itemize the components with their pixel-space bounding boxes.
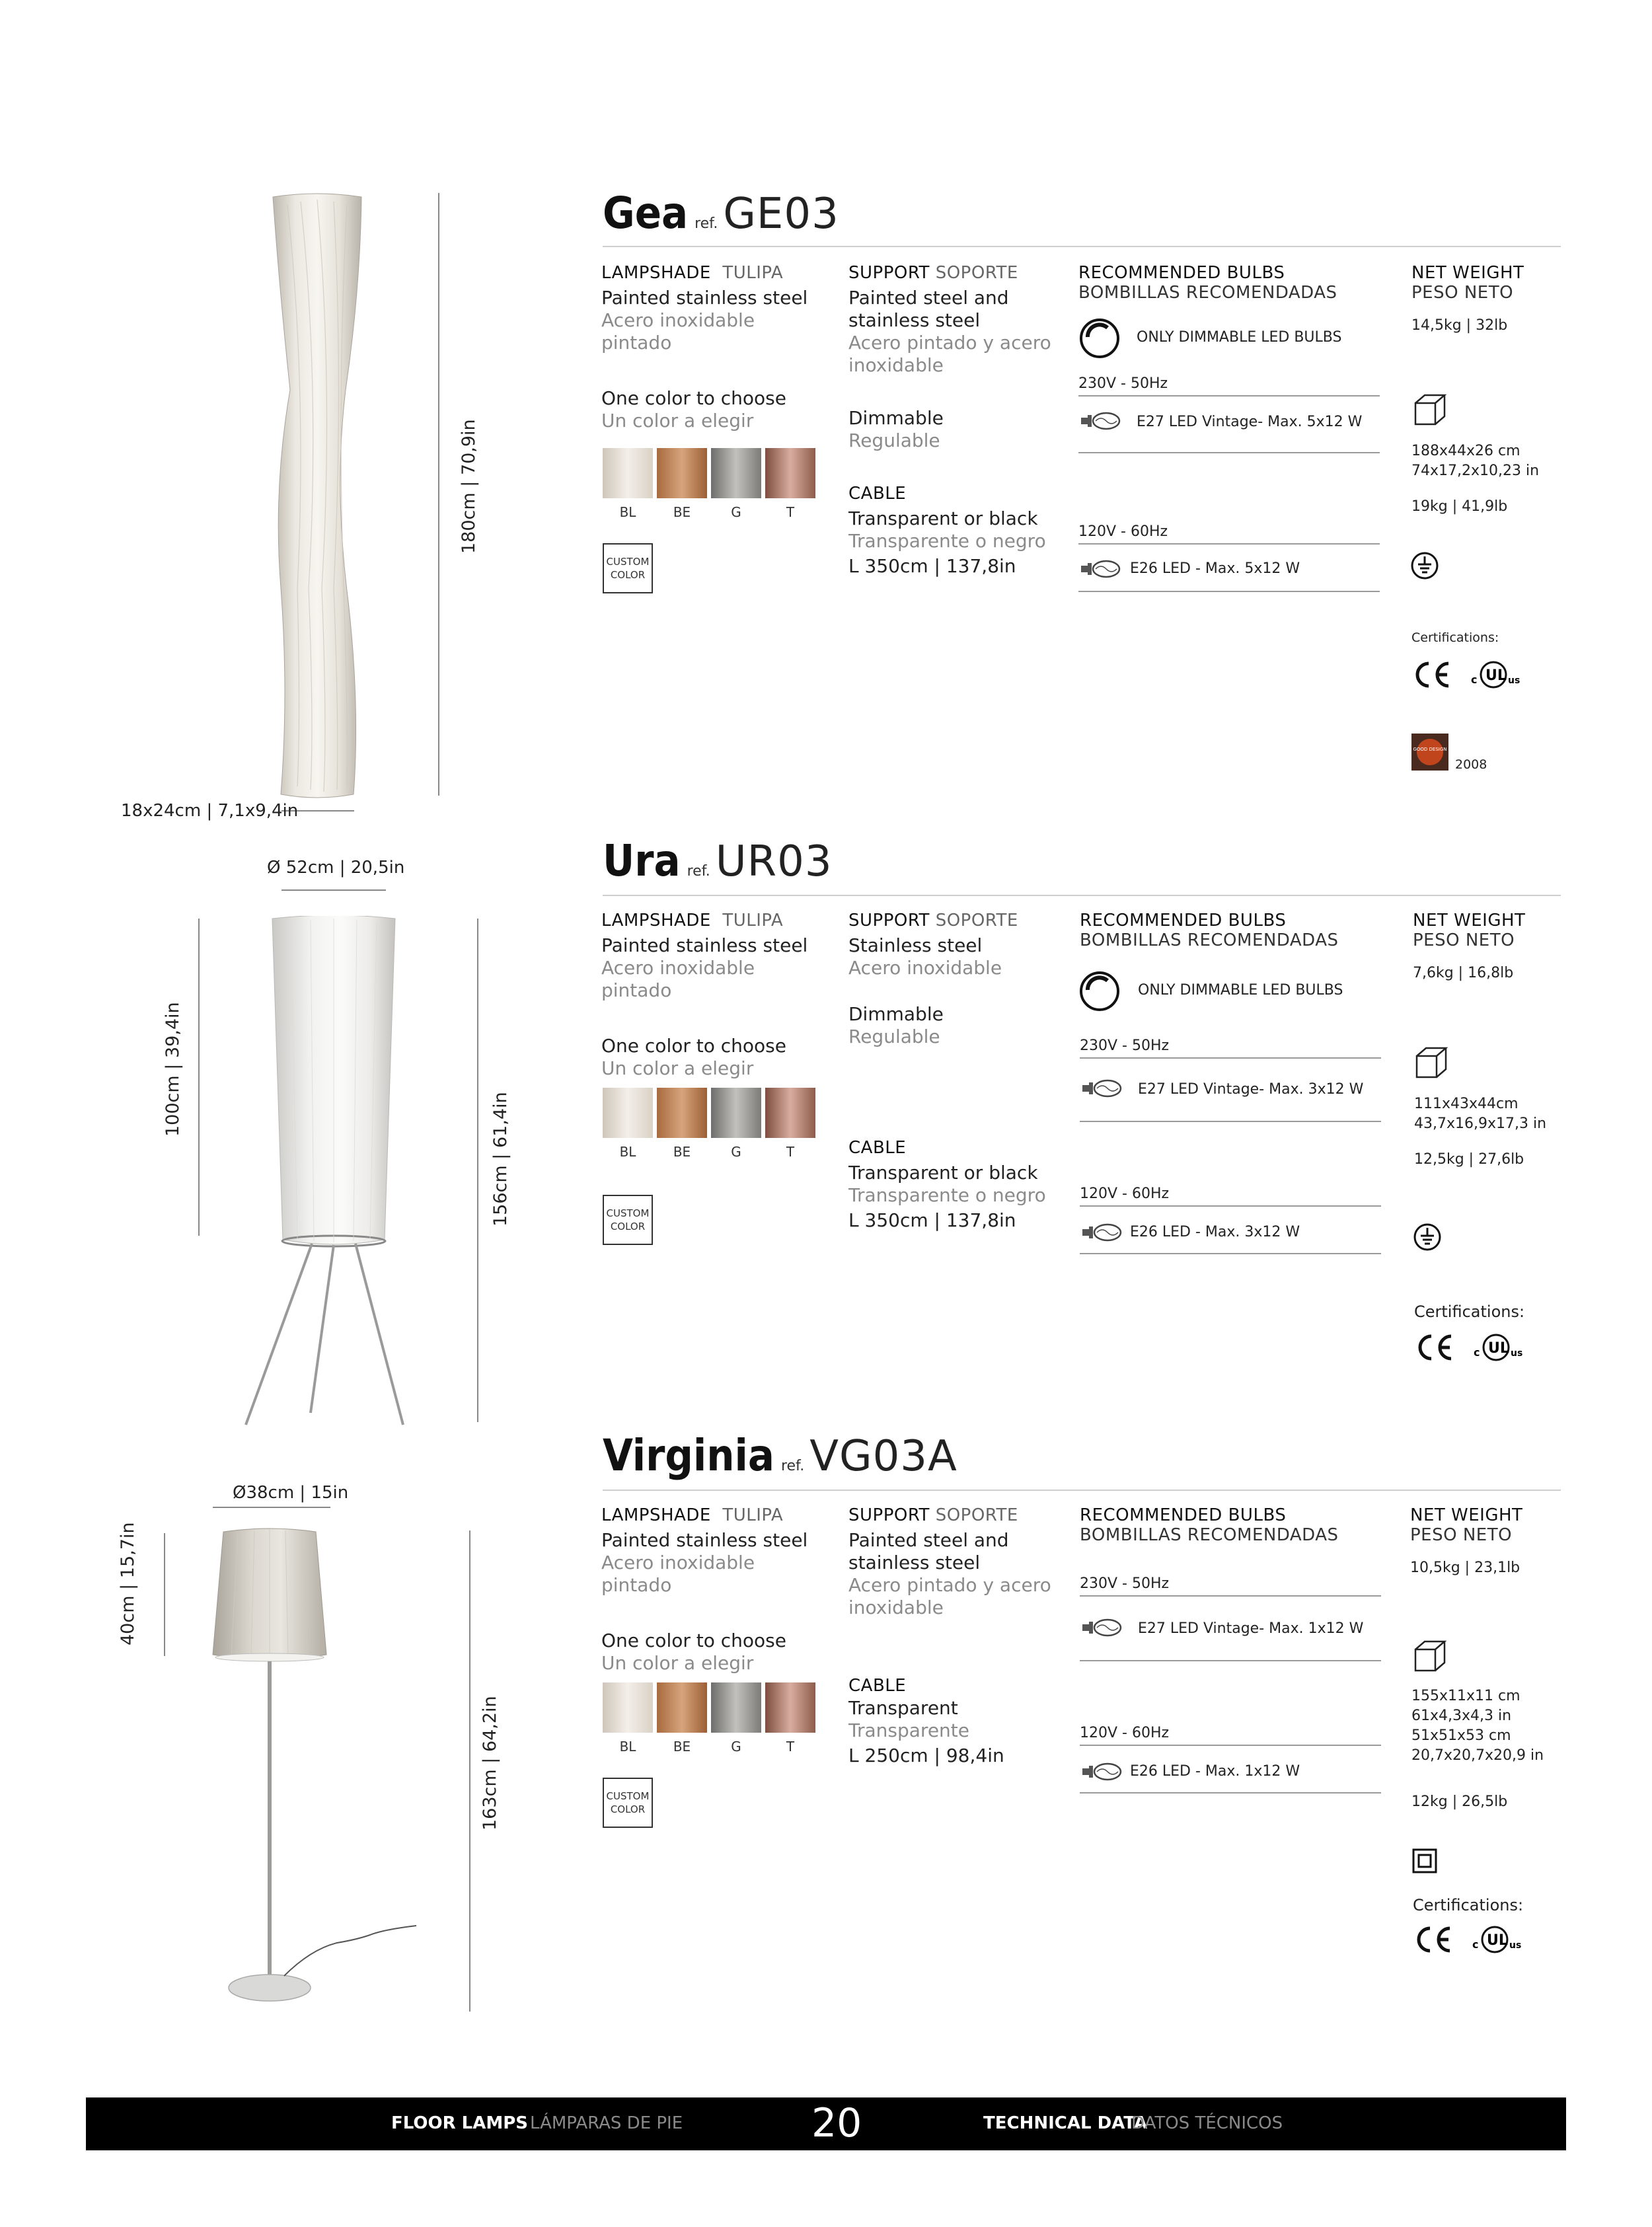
page-number: 20 (811, 2100, 862, 2146)
ura-bulb-rule-4 (1080, 1253, 1381, 1254)
virginia-voltage-230: 230V - 50Hz (1080, 1575, 1170, 1592)
ul-mark-icon (1474, 1331, 1529, 1364)
ura-bulb-120: E26 LED - Max. 3x12 W (1130, 1224, 1300, 1240)
bulb-icon (1078, 558, 1121, 580)
gea-bulb-rule-1 (1078, 395, 1380, 396)
ura-lampshade-block: LAMPSHADE TULIPA Painted stainless steel Acero inoxidable pintado One color to choose Un color a elegir (601, 911, 808, 1079)
virginia-box-weight: 12kg | 26,5lb (1411, 1793, 1508, 1810)
virginia-custom-color-button[interactable]: CUSTOM COLOR (603, 1778, 653, 1828)
gea-support-label: SUPPORT (848, 263, 930, 283)
ura-voltage-120: 120V - 60Hz (1080, 1186, 1170, 1202)
ura-bulb-230: E27 LED Vintage- Max. 3x12 W (1138, 1081, 1364, 1098)
ura-swatch-g[interactable] (711, 1088, 761, 1138)
gea-voltage-230: 230V - 50Hz (1078, 375, 1168, 392)
svg-text:GOOD DESIGN: GOOD DESIGN (1413, 747, 1447, 752)
ul-mark-icon (1472, 1923, 1528, 1956)
virginia-bulb-rule-2 (1080, 1660, 1381, 1661)
package-box-icon (1413, 1044, 1450, 1081)
package-box-icon (1411, 1638, 1448, 1675)
gea-swatch-t[interactable] (765, 448, 815, 498)
svg-text:c: c (1474, 1346, 1480, 1359)
virginia-shade-dimension: 40cm | 15,7in (118, 1522, 138, 1645)
gea-dimmable-en: Dimmable (848, 407, 944, 429)
ground-symbol-icon (1413, 1223, 1442, 1252)
gea-box-weight: 19kg | 41,9lb (1411, 498, 1508, 515)
virginia-voltage-120: 120V - 60Hz (1080, 1725, 1170, 1741)
gea-title-rule (603, 246, 1561, 247)
dimmer-icon (1078, 970, 1121, 1012)
dimmer-icon (1078, 317, 1121, 359)
virginia-lampshade-block: LAMPSHADE TULIPA Painted stainless steel Acero inoxidable pintado One color to choose Un color a elegir (601, 1505, 808, 1674)
gea-dimmable-note: ONLY DIMMABLE LED BULBS (1137, 329, 1342, 346)
virginia-ref-label: ref. (780, 1458, 805, 1474)
svg-text:UL: UL (1488, 1340, 1509, 1357)
ura-weight-block: NET WEIGHT PESO NETO 7,6kg | 16,8lb (1413, 911, 1611, 983)
ura-support-block: SUPPORT SOPORTE Stainless steel Acero inoxidable Dimmable Regulable (848, 911, 1018, 1047)
svg-text:UL: UL (1485, 667, 1507, 684)
gea-support-label-es: SOPORTE (935, 263, 1018, 283)
virginia-box1-dims-cm: 155x11x11 cm (1411, 1688, 1521, 1704)
gea-color-es: Un color a elegir (601, 410, 754, 432)
gea-lampshade-label: LAMPSHADE (601, 263, 711, 283)
ura-swatch-label-t: T (786, 1144, 795, 1160)
virginia-swatch-be[interactable] (657, 1682, 707, 1733)
ura-diameter-dimension: Ø 52cm | 20,5in (267, 858, 405, 878)
gea-color-en: One color to choose (601, 387, 786, 409)
ura-custom-color-button[interactable]: CUSTOM COLOR (603, 1195, 653, 1245)
ura-lamp-image (238, 916, 430, 1431)
svg-text:us: us (1511, 1348, 1523, 1359)
bulb-icon (1080, 1077, 1122, 1100)
virginia-diameter-line (213, 1507, 330, 1508)
gea-swatch-label-t: T (786, 504, 795, 520)
ul-mark-icon (1471, 658, 1526, 691)
ura-swatch-label-g: G (731, 1144, 741, 1160)
virginia-cable-block: CABLE Transparent Transparente L 250cm | 98,4in (848, 1676, 1004, 1766)
virginia-shade-line (164, 1533, 165, 1656)
gea-dimmable-es: Regulable (848, 430, 940, 451)
bulb-icon (1080, 1616, 1122, 1639)
virginia-swatch-label-t: T (786, 1739, 795, 1755)
gea-lampshade-block (601, 263, 826, 432)
gea-cable-length: L 350cm | 137,8in (848, 555, 1016, 577)
virginia-support-block: SUPPORT SOPORTE Painted steel and stainless steel Acero pintado y acero inoxidable (848, 1505, 1051, 1618)
bulb-icon (1078, 410, 1121, 432)
ura-box-dims-in: 43,7x16,9x17,3 in (1414, 1115, 1547, 1132)
ce-mark-icon (1413, 1332, 1455, 1363)
ce-mark-icon (1410, 660, 1452, 690)
virginia-swatch-g[interactable] (711, 1682, 761, 1733)
gea-swatch-g[interactable] (711, 448, 761, 498)
gea-code: GE03 (723, 190, 839, 239)
ce-mark-icon (1411, 1924, 1454, 1955)
virginia-height-dimension: 163cm | 64,2in (480, 1696, 500, 1831)
svg-text:c: c (1471, 673, 1478, 686)
ura-voltage-230: 230V - 50Hz (1080, 1038, 1170, 1054)
gea-cable-label: CABLE (848, 484, 907, 504)
gea-net-weight: 14,5kg | 32lb (1411, 317, 1508, 334)
gea-height-dimension: 180cm | 70,9in (459, 419, 479, 554)
virginia-code: VG03A (809, 1432, 957, 1481)
svg-text:us: us (1509, 1940, 1522, 1951)
gea-lampshade-en: Painted stainless steel (601, 287, 808, 309)
virginia-lamp-image (205, 1527, 423, 2016)
gea-award-year: 2008 (1455, 757, 1487, 772)
ura-code: UR03 (715, 837, 833, 886)
virginia-swatch-label-be: BE (673, 1739, 691, 1755)
virginia-bulb-230: E27 LED Vintage- Max. 1x12 W (1138, 1620, 1364, 1637)
virginia-bulb-rule-3 (1080, 1745, 1381, 1746)
ura-dimmable-note: ONLY DIMMABLE LED BULBS (1138, 982, 1343, 999)
ura-name: Ura (603, 835, 681, 886)
gea-swatch-label-be: BE (673, 504, 691, 520)
gea-bulb-rule-4 (1078, 591, 1380, 592)
ura-height-line (477, 919, 478, 1422)
ura-diameter-line (282, 889, 386, 891)
svg-text:c: c (1472, 1938, 1479, 1951)
package-box-icon (1411, 391, 1448, 428)
virginia-swatch-label-bl: BL (619, 1739, 636, 1755)
ura-shade-line (198, 919, 200, 1236)
gea-swatch-label-g: G (731, 504, 741, 520)
gea-custom-color-button[interactable]: CUSTOM COLOR (603, 543, 653, 593)
virginia-swatch-bl[interactable] (603, 1682, 653, 1733)
footer-data-es: DATOS TÉCNICOS (1131, 2113, 1283, 2133)
gea-box-dims-cm: 188x44x26 cm (1411, 443, 1521, 459)
ura-certifications-label: Certifications: (1414, 1302, 1525, 1321)
gea-base-dimension: 18x24cm | 7,1x9,4in (121, 801, 299, 821)
page-footer (86, 2097, 1566, 2150)
ura-height-dimension: 156cm | 61,4in (490, 1092, 511, 1227)
virginia-bulb-rule-4 (1080, 1792, 1381, 1793)
ura-bulb-rule-2 (1080, 1121, 1381, 1122)
virginia-name: Virginia (603, 1430, 774, 1481)
bulb-icon (1080, 1760, 1122, 1783)
gea-title (603, 188, 839, 239)
svg-text:UL: UL (1487, 1932, 1508, 1949)
gea-swatch-bl[interactable] (603, 448, 653, 498)
virginia-certifications-label: Certifications: (1413, 1896, 1524, 1914)
virginia-bulb-rule-1 (1080, 1595, 1381, 1597)
ura-bulb-rule-3 (1080, 1205, 1381, 1207)
gea-bulb-rule-2 (1078, 452, 1380, 453)
ura-title (603, 835, 833, 886)
gea-bulb-120: E26 LED - Max. 5x12 W (1130, 560, 1300, 577)
gea-box-dims-in: 74x17,2x10,23 in (1411, 463, 1540, 479)
ura-box-weight: 12,5kg | 27,6lb (1414, 1151, 1524, 1168)
ground-symbol-icon (1410, 551, 1439, 580)
virginia-swatch-label-g: G (731, 1739, 741, 1755)
virginia-title-rule (603, 1490, 1561, 1491)
virginia-box2-dims-in: 20,7x20,7x20,9 in (1411, 1747, 1544, 1764)
gea-lampshade-es: Acero inoxidable pintado (601, 309, 755, 354)
ura-swatch-bl[interactable] (603, 1088, 653, 1138)
virginia-net-weight: 10,5kg | 23,1lb (1410, 1560, 1521, 1576)
gea-bulb-230: E27 LED Vintage- Max. 5x12 W (1137, 414, 1363, 430)
virginia-bulb-120: E26 LED - Max. 1x12 W (1130, 1763, 1300, 1780)
ura-cable-block: CABLE Transparent or black Transparente o negro L 350cm | 137,8in (848, 1138, 1046, 1231)
virginia-bulbs-block: RECOMMENDED BULBS BOMBILLAS RECOMENDADAS (1080, 1505, 1339, 1545)
ura-title-rule (603, 895, 1561, 896)
gea-lampshade-label-es: TULIPA (722, 263, 784, 283)
ura-swatch-be[interactable] (657, 1088, 707, 1138)
virginia-weight-block: NET WEIGHT PESO NETO 10,5kg | 23,1lb (1410, 1505, 1608, 1578)
gea-voltage-120: 120V - 60Hz (1078, 523, 1168, 540)
gea-certifications-label: Certifications: (1411, 630, 1499, 645)
gea-swatch-be[interactable] (657, 448, 707, 498)
gea-weight-block: NET WEIGHT PESO NETO 14,5kg | 32lb (1411, 263, 1610, 336)
gea-lamp-image (261, 192, 373, 800)
ura-bulbs-block: RECOMMENDED BULBS BOMBILLAS RECOMENDADAS (1080, 911, 1339, 950)
gea-support-block: SUPPORT SOPORTE Painted steel and stainless steel Acero pintado y acero inoxidable Dimmable Regulable CABLE Transparent or black Transparente o negro L 350cm | 137,8in (848, 263, 1067, 578)
ura-box-dims-cm: 111x43x44cm (1414, 1096, 1519, 1112)
gea-bulb-rule-3 (1078, 543, 1380, 545)
gea-bulbs-block: RECOMMENDED BULBS BOMBILLAS RECOMENDADAS (1078, 263, 1337, 303)
bulb-icon (1080, 1221, 1122, 1244)
virginia-box1-dims-in: 61x4,3x4,3 in (1411, 1708, 1512, 1724)
virginia-swatch-t[interactable] (765, 1682, 815, 1733)
ura-swatch-label-be: BE (673, 1144, 691, 1160)
ura-swatch-t[interactable] (765, 1088, 815, 1138)
footer-section-es: LÁMPARAS DE PIE (530, 2113, 683, 2133)
good-design-award-icon (1411, 734, 1448, 771)
virginia-box2-dims-cm: 51x51x53 cm (1411, 1727, 1511, 1744)
gea-height-line (438, 193, 439, 796)
ura-net-weight: 7,6kg | 16,8lb (1413, 965, 1514, 981)
virginia-diameter-dimension: Ø38cm | 15in (233, 1483, 349, 1503)
gea-ref-label: ref. (695, 215, 718, 232)
gea-name: Gea (603, 188, 689, 239)
ura-ref-label: ref. (687, 863, 710, 880)
ura-swatch-label-bl: BL (619, 1144, 636, 1160)
class-ii-icon (1411, 1848, 1438, 1874)
virginia-height-line (469, 1530, 470, 2012)
ura-bulb-rule-1 (1080, 1057, 1381, 1059)
ura-shade-dimension: 100cm | 39,4in (163, 1002, 183, 1137)
footer-data-en: TECHNICAL DATA (983, 2113, 1148, 2133)
gea-swatch-label-bl: BL (619, 504, 636, 520)
footer-section-en: FLOOR LAMPS (391, 2113, 529, 2133)
svg-text:us: us (1508, 675, 1521, 686)
virginia-title (603, 1430, 957, 1481)
